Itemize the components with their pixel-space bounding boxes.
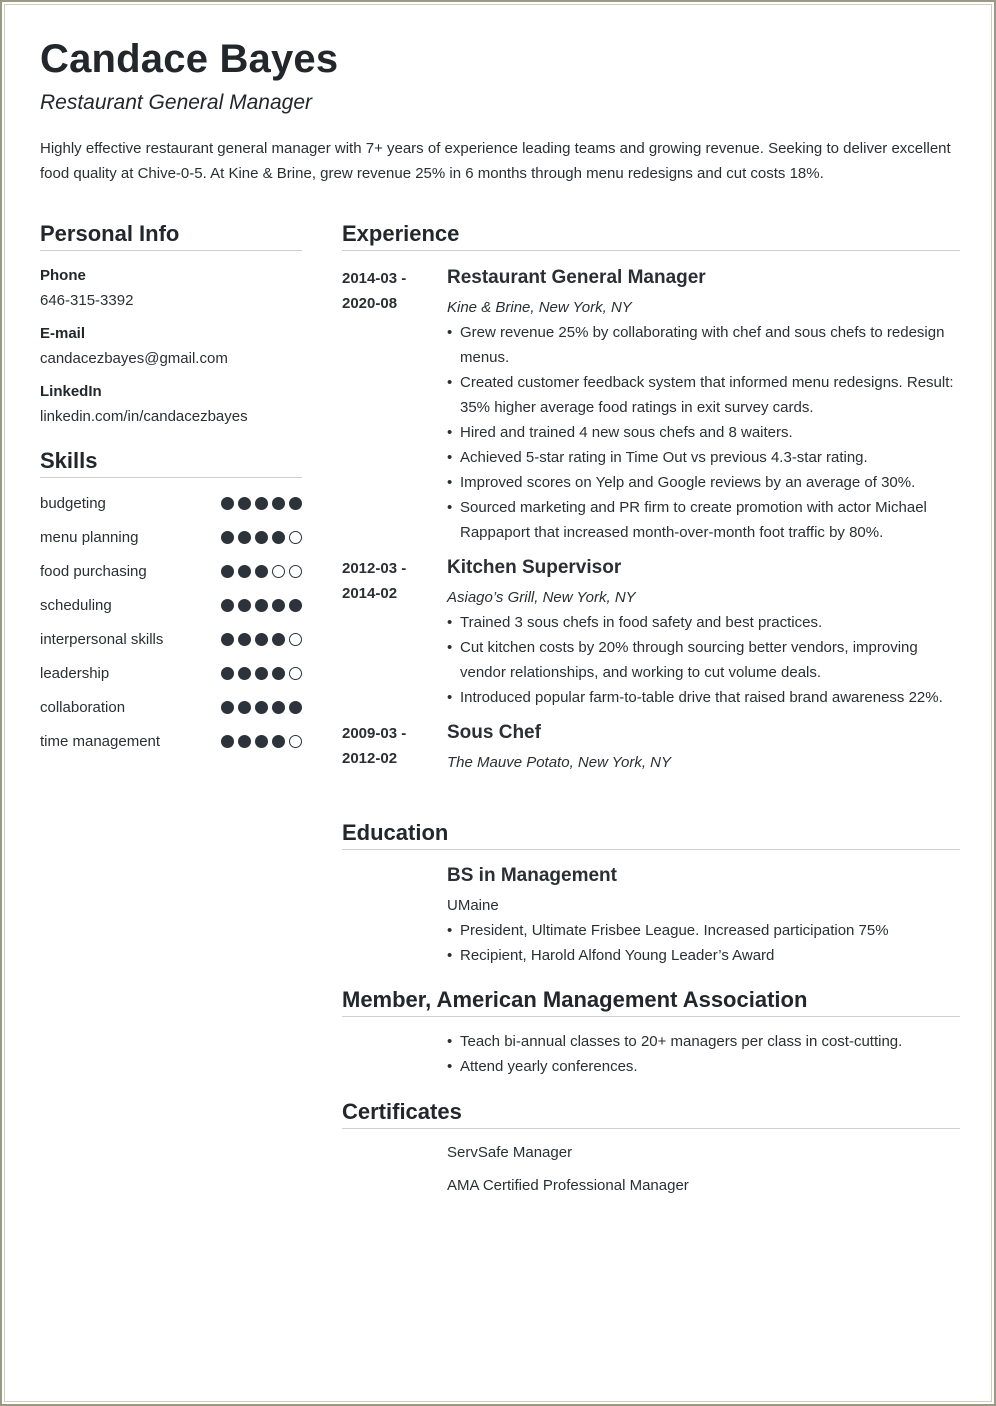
- skill-row: [40, 595, 302, 615]
- skill-row: [40, 697, 302, 717]
- job-dates: [342, 556, 432, 606]
- skill-name: interpersonal skills: [40, 630, 164, 648]
- rating-dot-filled: [255, 667, 268, 680]
- rating-dot-filled: [238, 633, 251, 646]
- bullet-item: • Created customer feedback system that informed menu redesigns. Result: 35% higher average food ratings in exit survey cards.: [447, 370, 962, 420]
- linkedin-value: linkedin.com/in/candacezbayes: [40, 408, 248, 425]
- skill-row: [40, 561, 302, 581]
- bullet-item: • President, Ultimate Frisbee League. Increased participation 75%: [447, 918, 962, 943]
- rating-dot-filled: [255, 701, 268, 714]
- skill-name: food purchasing: [40, 562, 147, 580]
- rating-dot-empty: [289, 565, 302, 578]
- job-dates: [342, 721, 432, 771]
- job-company: Kine & Brine, New York, NY: [447, 299, 632, 316]
- bullet-item: • Trained 3 sous chefs in food safety and best practices.: [447, 610, 962, 635]
- bullet-item: • Hired and trained 4 new sous chefs and 8 waiters.: [447, 420, 962, 445]
- bullet-item: • Recipient, Harold Alfond Young Leader’s Award: [447, 943, 962, 968]
- rating-dot-empty: [289, 667, 302, 680]
- job-title: Sous Chef: [447, 722, 541, 743]
- rating-dot-empty: [289, 531, 302, 544]
- rating-dot-empty: [272, 565, 285, 578]
- bullet-item: • Attend yearly conferences.: [447, 1054, 962, 1079]
- certificate-item: AMA Certified Professional Manager: [447, 1177, 689, 1194]
- rating-dot-filled: [255, 531, 268, 544]
- rating-dot-filled: [221, 565, 234, 578]
- rating-dot-filled: [272, 599, 285, 612]
- rating-dot-filled: [221, 633, 234, 646]
- rating-dot-filled: [289, 701, 302, 714]
- skill-row: [40, 663, 302, 683]
- personal-info-heading: Personal Info: [40, 221, 302, 251]
- rating-dot-filled: [272, 735, 285, 748]
- rating-dot-filled: [255, 565, 268, 578]
- job-bullets: [447, 320, 962, 545]
- skill-row: [40, 527, 302, 547]
- rating-dot-filled: [221, 497, 234, 510]
- email-label: E-mail: [40, 325, 86, 342]
- phone-value: 646-315-3392: [40, 292, 134, 309]
- rating-dot-filled: [221, 531, 234, 544]
- skill-rating: [221, 701, 302, 714]
- rating-dot-filled: [272, 497, 285, 510]
- rating-dot-filled: [238, 735, 251, 748]
- bullet-item: • Teach bi-annual classes to 20+ managers per class in cost-cutting.: [447, 1029, 962, 1054]
- job-date-end: 2012-02: [342, 750, 398, 767]
- skill-rating: [221, 633, 302, 646]
- skill-row: [40, 493, 302, 513]
- rating-dot-filled: [272, 633, 285, 646]
- certificates-heading: Certificates: [342, 1099, 960, 1129]
- rating-dot-filled: [289, 599, 302, 612]
- job-date-end: 2014-02: [342, 585, 398, 602]
- skill-row: [40, 629, 302, 649]
- skills-heading: Skills: [40, 448, 302, 478]
- skill-name: leadership: [40, 664, 110, 682]
- rating-dot-filled: [221, 735, 234, 748]
- job-date-start: 2009-03 -: [342, 725, 407, 742]
- job-title: Restaurant General Manager: [447, 267, 706, 288]
- job-dates: [342, 266, 432, 316]
- rating-dot-filled: [238, 531, 251, 544]
- job-company: The Mauve Potato, New York, NY: [447, 754, 671, 771]
- experience-heading: Experience: [342, 221, 960, 251]
- profile-summary: Highly effective restaurant general manager with 7+ years of experience leading teams and growing revenue. Seeking to deliver excellent food quality at Chive-0-5. At Kine & Brine, grew revenue 25% in 6 months through menu redesigns and cut costs 18%.: [40, 140, 951, 182]
- rating-dot-filled: [238, 565, 251, 578]
- job-company: Asiago’s Grill, New York, NY: [447, 589, 636, 606]
- rating-dot-filled: [238, 599, 251, 612]
- rating-dot-filled: [272, 701, 285, 714]
- skill-rating: [221, 497, 302, 510]
- rating-dot-filled: [272, 531, 285, 544]
- bullet-item: • Grew revenue 25% by collaborating with chef and sous chefs to redesign menus.: [447, 320, 962, 370]
- skill-name: scheduling: [40, 596, 112, 614]
- job-bullets: [447, 610, 962, 710]
- education-heading: Education: [342, 820, 960, 850]
- skill-name: menu planning: [40, 528, 139, 546]
- skill-name: time management: [40, 732, 161, 750]
- education-bullets: [447, 918, 962, 968]
- certificate-item: ServSafe Manager: [447, 1144, 573, 1161]
- bullet-item: • Introduced popular farm-to-table drive that raised brand awareness 22%.: [447, 685, 962, 710]
- email-value: candacezbayes@gmail.com: [40, 350, 228, 367]
- linkedin-label: LinkedIn: [40, 383, 102, 400]
- rating-dot-filled: [255, 497, 268, 510]
- phone-label: Phone: [40, 267, 86, 284]
- rating-dot-filled: [238, 667, 251, 680]
- skill-rating: [221, 735, 302, 748]
- skill-row: [40, 731, 302, 751]
- bullet-item: • Sourced marketing and PR firm to create promotion with actor Michael Rappaport that increased month-over-month foot traffic by 80%.: [447, 495, 962, 545]
- skill-name: budgeting: [40, 494, 106, 512]
- rating-dot-filled: [221, 701, 234, 714]
- rating-dot-filled: [255, 735, 268, 748]
- rating-dot-filled: [221, 599, 234, 612]
- rating-dot-filled: [238, 701, 251, 714]
- job-date-start: 2012-03 -: [342, 560, 407, 577]
- job-date-end: 2020-08: [342, 295, 398, 312]
- job-date-start: 2014-03 -: [342, 270, 407, 287]
- bullet-item: • Improved scores on Yelp and Google reviews by an average of 30%.: [447, 470, 962, 495]
- skill-rating: [221, 599, 302, 612]
- membership-bullets: [447, 1029, 962, 1079]
- rating-dot-filled: [289, 497, 302, 510]
- candidate-title: Restaurant General Manager: [40, 91, 312, 114]
- candidate-name: Candace Bayes: [40, 37, 339, 81]
- rating-dot-filled: [221, 667, 234, 680]
- skill-name: collaboration: [40, 698, 126, 716]
- rating-dot-empty: [289, 633, 302, 646]
- school-name: UMaine: [447, 897, 499, 914]
- degree-title: BS in Management: [447, 865, 617, 886]
- skill-rating: [221, 531, 302, 544]
- job-title: Kitchen Supervisor: [447, 557, 622, 578]
- rating-dot-filled: [238, 497, 251, 510]
- membership-heading: Member, American Management Association: [342, 987, 960, 1017]
- bullet-item: • Achieved 5-star rating in Time Out vs previous 4.3-star rating.: [447, 445, 962, 470]
- skill-rating: [221, 667, 302, 680]
- rating-dot-filled: [255, 599, 268, 612]
- rating-dot-empty: [289, 735, 302, 748]
- bullet-item: • Cut kitchen costs by 20% through sourcing better vendors, improving vendor relationships, and working to cut volume deals.: [447, 635, 962, 685]
- rating-dot-filled: [255, 633, 268, 646]
- skill-rating: [221, 565, 302, 578]
- rating-dot-filled: [272, 667, 285, 680]
